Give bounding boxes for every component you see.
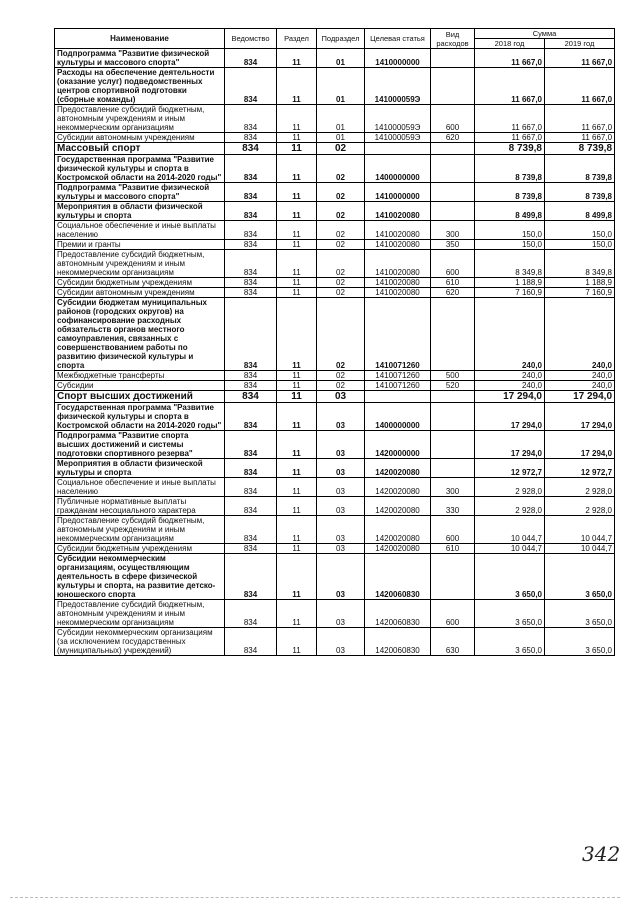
cell-cs: 1410020080 [365,240,431,250]
cell-name: Субсидии [55,381,225,391]
budget-table [54,28,615,656]
cell-y1: 8 349,8 [475,250,545,278]
cell-ved: 834 [225,628,277,656]
table-row [55,298,615,371]
cell-cs: 1420020080 [365,478,431,497]
table-row [55,143,615,155]
cell-vr [431,391,475,403]
cell-ved: 834 [225,155,277,183]
cell-raz: 11 [277,516,317,544]
cell-y2: 11 667,0 [545,49,615,68]
cell-vr: 600 [431,250,475,278]
cell-cs: 1410020080 [365,250,431,278]
cell-cs: 1400000000 [365,403,431,431]
cell-pod: 02 [317,288,365,298]
cell-cs: 1420060830 [365,628,431,656]
table-row [55,105,615,133]
cell-ved: 834 [225,240,277,250]
table-body [55,49,615,656]
cell-y2: 17 294,0 [545,391,615,403]
table-row [55,497,615,516]
table-row [55,240,615,250]
header-vid: Вид расходов [431,29,475,49]
table-row [55,628,615,656]
cell-vr [431,143,475,155]
cell-ved: 834 [225,554,277,600]
cell-name: Предоставление субсидий бюджетным, автономным учреждениям и иным некоммерческим организациям [55,105,225,133]
cell-name: Мероприятия в области физической культуры и спорта [55,459,225,478]
cell-pod: 03 [317,391,365,403]
cell-name: Массовый спорт [55,143,225,155]
table-row [55,391,615,403]
table-row [55,221,615,240]
cell-raz: 11 [277,478,317,497]
cell-pod: 02 [317,183,365,202]
cell-cs: 1420060830 [365,554,431,600]
cell-cs: 1420000000 [365,431,431,459]
cell-y1: 11 667,0 [475,49,545,68]
cell-y2: 17 294,0 [545,431,615,459]
cell-raz: 11 [277,628,317,656]
cell-y2: 2 928,0 [545,478,615,497]
cell-y2: 11 667,0 [545,68,615,105]
cell-y1: 17 294,0 [475,431,545,459]
header-year-2019: 2019 год [545,39,615,49]
cell-y1: 240,0 [475,298,545,371]
cell-y1: 240,0 [475,381,545,391]
table-row [55,459,615,478]
cell-y2: 10 044,7 [545,544,615,554]
cell-pod: 02 [317,278,365,288]
cell-cs: 1420020080 [365,516,431,544]
cell-vr [431,183,475,202]
cell-cs [365,391,431,403]
cell-cs [365,143,431,155]
cell-y1: 3 650,0 [475,600,545,628]
cell-y1: 17 294,0 [475,403,545,431]
cell-vr [431,68,475,105]
cell-vr [431,155,475,183]
cell-raz: 11 [277,403,317,431]
cell-pod: 03 [317,497,365,516]
cell-cs: 1420020080 [365,459,431,478]
cell-y1: 11 667,0 [475,68,545,105]
cell-raz: 11 [277,381,317,391]
cell-cs: 1410071260 [365,381,431,391]
cell-pod: 02 [317,143,365,155]
cell-pod: 02 [317,221,365,240]
cell-vr: 300 [431,221,475,240]
cell-ved: 834 [225,431,277,459]
cell-name: Публичные нормативные выплаты гражданам несоциального характера [55,497,225,516]
cell-ved: 834 [225,298,277,371]
cell-ved: 834 [225,497,277,516]
page-number-handwritten: 342 [582,842,621,866]
table-row [55,403,615,431]
table-row [55,250,615,278]
cell-pod: 03 [317,478,365,497]
table-row [55,381,615,391]
cell-y2: 1 188,9 [545,278,615,288]
cell-raz: 11 [277,391,317,403]
table-row [55,431,615,459]
cell-y2: 11 667,0 [545,133,615,143]
table-row [55,544,615,554]
cell-raz: 11 [277,240,317,250]
table-row [55,554,615,600]
cell-y2: 11 667,0 [545,105,615,133]
header-summa: Сумма [475,29,615,39]
cell-vr: 330 [431,497,475,516]
cell-vr: 610 [431,278,475,288]
cell-vr: 600 [431,600,475,628]
cell-pod: 03 [317,600,365,628]
table-row [55,278,615,288]
cell-ved: 834 [225,68,277,105]
cell-pod: 03 [317,544,365,554]
cell-pod: 03 [317,403,365,431]
cell-raz: 11 [277,298,317,371]
cell-vr: 600 [431,516,475,544]
cell-raz: 11 [277,278,317,288]
cell-name: Предоставление субсидий бюджетным, автономным учреждениям и иным некоммерческим организациям [55,600,225,628]
cell-y1: 240,0 [475,371,545,381]
cell-y2: 8 739,8 [545,143,615,155]
scan-edge-line [10,897,620,898]
cell-cs: 1410000000 [365,183,431,202]
cell-y1: 3 650,0 [475,554,545,600]
cell-vr [431,298,475,371]
cell-cs: 1420020080 [365,544,431,554]
cell-name: Социальное обеспечение и иные выплаты населению [55,478,225,497]
cell-y1: 150,0 [475,240,545,250]
cell-ved: 834 [225,183,277,202]
table-row [55,371,615,381]
cell-name: Государственная программа "Развитие физической культуры и спорта в Костромской области на 2014-2020 годы" [55,403,225,431]
cell-vr: 350 [431,240,475,250]
cell-raz: 11 [277,497,317,516]
cell-raz: 11 [277,155,317,183]
cell-cs: 1410020080 [365,202,431,221]
cell-ved: 834 [225,516,277,544]
cell-y1: 10 044,7 [475,544,545,554]
cell-y2: 7 160,9 [545,288,615,298]
cell-y2: 8 739,8 [545,183,615,202]
table-row [55,516,615,544]
cell-name: Премии и гранты [55,240,225,250]
cell-y1: 8 739,8 [475,143,545,155]
cell-cs: 1420060830 [365,600,431,628]
cell-y1: 11 667,0 [475,105,545,133]
cell-raz: 11 [277,600,317,628]
cell-cs: 1410071260 [365,298,431,371]
cell-pod: 01 [317,49,365,68]
cell-raz: 11 [277,49,317,68]
cell-name: Спорт высших достижений [55,391,225,403]
table-row [55,202,615,221]
cell-ved: 834 [225,250,277,278]
cell-pod: 02 [317,381,365,391]
cell-ved: 834 [225,478,277,497]
cell-y1: 2 928,0 [475,478,545,497]
cell-name: Предоставление субсидий бюджетным, автономным учреждениям и иным некоммерческим организациям [55,516,225,544]
cell-ved: 834 [225,221,277,240]
cell-name: Субсидии бюджетным учреждениям [55,278,225,288]
cell-y2: 17 294,0 [545,403,615,431]
cell-vr: 500 [431,371,475,381]
cell-name: Субсидии бюджетам муниципальных районов (городских округов) на софинансирование расходных обязательств органов местного самоуправления, связанных с совершенствованием работы по развитию физической культуры и спорта [55,298,225,371]
cell-y2: 240,0 [545,371,615,381]
cell-ved: 834 [225,278,277,288]
cell-y1: 17 294,0 [475,391,545,403]
cell-raz: 11 [277,554,317,600]
cell-y2: 3 650,0 [545,554,615,600]
cell-name: Государственная программа "Развитие физической культуры и спорта в Костромской области на 2014-2020 годы" [55,155,225,183]
header-year-2018: 2018 год [475,39,545,49]
cell-vr [431,49,475,68]
cell-y1: 3 650,0 [475,628,545,656]
cell-vr: 620 [431,133,475,143]
cell-vr: 620 [431,288,475,298]
cell-y2: 150,0 [545,240,615,250]
cell-raz: 11 [277,221,317,240]
table-row [55,288,615,298]
cell-pod: 02 [317,155,365,183]
cell-cs: 1410020080 [365,278,431,288]
table-row [55,155,615,183]
cell-y2: 2 928,0 [545,497,615,516]
table-row [55,68,615,105]
cell-name: Межбюджетные трансферты [55,371,225,381]
cell-pod: 01 [317,105,365,133]
cell-y2: 3 650,0 [545,600,615,628]
cell-vr: 520 [431,381,475,391]
cell-y1: 11 667,0 [475,133,545,143]
cell-pod: 03 [317,431,365,459]
cell-vr [431,554,475,600]
cell-pod: 01 [317,68,365,105]
cell-pod: 02 [317,371,365,381]
cell-raz: 11 [277,202,317,221]
cell-ved: 834 [225,49,277,68]
cell-pod: 02 [317,202,365,221]
cell-name: Субсидии автономным учреждениям [55,288,225,298]
cell-y1: 8 739,8 [475,183,545,202]
cell-name: Субсидии бюджетным учреждениям [55,544,225,554]
cell-vr [431,403,475,431]
cell-name: Субсидии автономным учреждениям [55,133,225,143]
cell-y2: 240,0 [545,381,615,391]
cell-name: Подпрограмма "Развитие физической культуры и массового спорта" [55,183,225,202]
cell-raz: 11 [277,544,317,554]
cell-name: Подпрограмма "Развитие физической культуры и массового спорта" [55,49,225,68]
cell-name: Субсидии некоммерческим организациям (за исключением государственных (муниципальных) учреждений) [55,628,225,656]
cell-vr: 610 [431,544,475,554]
cell-raz: 11 [277,133,317,143]
cell-y1: 8 499,8 [475,202,545,221]
cell-cs: 141000059Э [365,105,431,133]
cell-pod: 01 [317,133,365,143]
cell-cs: 1410020080 [365,221,431,240]
cell-y1: 10 044,7 [475,516,545,544]
cell-cs: 1410020080 [365,288,431,298]
cell-vr [431,431,475,459]
cell-ved: 834 [225,403,277,431]
cell-raz: 11 [277,371,317,381]
cell-cs: 1400000000 [365,155,431,183]
table-row [55,49,615,68]
cell-vr: 300 [431,478,475,497]
cell-y2: 8 739,8 [545,155,615,183]
cell-ved: 834 [225,544,277,554]
cell-name: Подпрограмма "Развитие спорта высших достижений и системы подготовки спортивного резерва" [55,431,225,459]
cell-y2: 3 650,0 [545,628,615,656]
cell-pod: 03 [317,554,365,600]
cell-y1: 150,0 [475,221,545,240]
cell-name: Субсидии некоммерческим организациям, осуществляющим деятельность в сфере физической культуры и спорта, на развитие детско-юношеского спорта [55,554,225,600]
cell-y1: 2 928,0 [475,497,545,516]
cell-y2: 240,0 [545,298,615,371]
cell-cs: 141000059Э [365,68,431,105]
cell-vr: 600 [431,105,475,133]
header-celevaya: Целевая статья [365,29,431,49]
cell-y2: 150,0 [545,221,615,240]
cell-y1: 7 160,9 [475,288,545,298]
cell-y1: 8 739,8 [475,155,545,183]
cell-ved: 834 [225,288,277,298]
cell-y2: 8 499,8 [545,202,615,221]
cell-raz: 11 [277,143,317,155]
cell-y2: 8 349,8 [545,250,615,278]
header-name: Наименование [55,29,225,49]
cell-raz: 11 [277,250,317,278]
cell-raz: 11 [277,183,317,202]
cell-ved: 834 [225,381,277,391]
cell-cs: 1410071260 [365,371,431,381]
cell-ved: 834 [225,459,277,478]
cell-raz: 11 [277,288,317,298]
cell-raz: 11 [277,459,317,478]
cell-vr [431,459,475,478]
cell-vr [431,202,475,221]
cell-ved: 834 [225,133,277,143]
cell-pod: 03 [317,516,365,544]
cell-ved: 834 [225,143,277,155]
table-row [55,600,615,628]
header-vedomstvo: Ведомство [225,29,277,49]
cell-name: Социальное обеспечение и иные выплаты населению [55,221,225,240]
cell-vr: 630 [431,628,475,656]
table-row [55,478,615,497]
cell-name: Мероприятия в области физической культуры и спорта [55,202,225,221]
cell-raz: 11 [277,105,317,133]
table-row [55,183,615,202]
cell-y1: 12 972,7 [475,459,545,478]
cell-ved: 834 [225,371,277,381]
header-razdel: Раздел [277,29,317,49]
cell-ved: 834 [225,391,277,403]
cell-name: Расходы на обеспечение деятельности (оказание услуг) подведомственных центров спортивной подготовки (сборные команды) [55,68,225,105]
cell-cs: 1410000000 [365,49,431,68]
cell-pod: 03 [317,628,365,656]
table-row [55,133,615,143]
cell-ved: 834 [225,202,277,221]
cell-y2: 10 044,7 [545,516,615,544]
cell-y2: 12 972,7 [545,459,615,478]
cell-cs: 141000059Э [365,133,431,143]
header-podrazdel: Подраздел [317,29,365,49]
cell-ved: 834 [225,105,277,133]
cell-y1: 1 188,9 [475,278,545,288]
cell-raz: 11 [277,68,317,105]
cell-pod: 02 [317,298,365,371]
cell-name: Предоставление субсидий бюджетным, автономным учреждениям и иным некоммерческим организациям [55,250,225,278]
cell-ved: 834 [225,600,277,628]
cell-pod: 03 [317,459,365,478]
cell-cs: 1420020080 [365,497,431,516]
cell-pod: 02 [317,250,365,278]
cell-raz: 11 [277,431,317,459]
cell-pod: 02 [317,240,365,250]
